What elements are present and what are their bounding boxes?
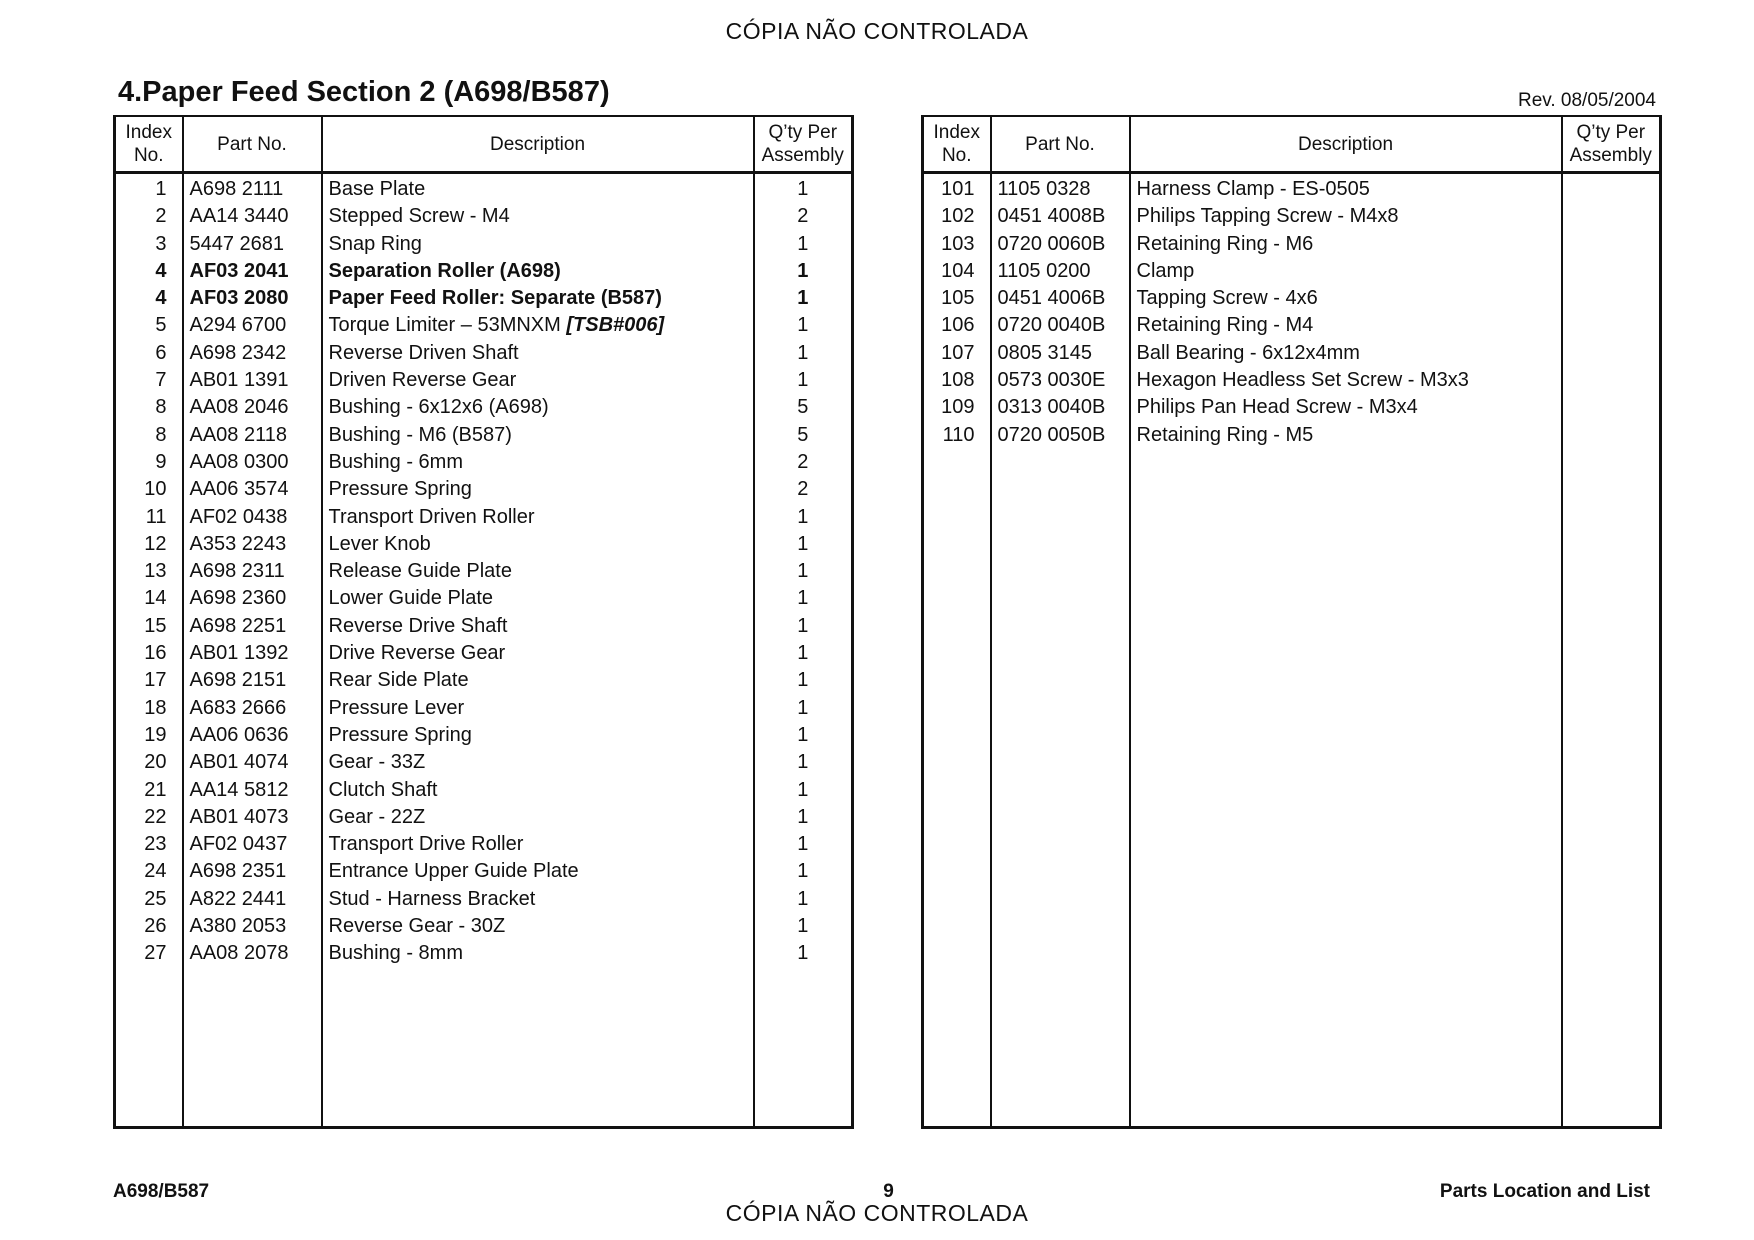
- quantity-cell: [1562, 231, 1661, 258]
- table-row: [115, 585, 853, 612]
- quantity-cell: [1562, 340, 1661, 367]
- description-cell: Harness Clamp - ES-0505: [1130, 173, 1562, 204]
- index-cell: 17: [115, 667, 183, 694]
- description-cell: Snap Ring: [322, 231, 754, 258]
- table-row: [115, 394, 853, 421]
- table-row: [115, 886, 853, 913]
- index-cell: 8: [115, 422, 183, 449]
- part-number-cell: AB01 4074: [183, 749, 322, 776]
- quantity-cell: [1562, 422, 1661, 449]
- description-cell: Retaining Ring - M5: [1130, 422, 1562, 449]
- description-cell: Hexagon Headless Set Screw - M3x3: [1130, 367, 1562, 394]
- quantity-cell: 2: [754, 203, 853, 230]
- table-row: [923, 285, 1661, 312]
- footer-section-name: Parts Location and List: [1439, 1181, 1650, 1202]
- part-number-cell: A698 2351: [183, 858, 322, 885]
- quantity-cell: 1: [754, 231, 853, 258]
- description-cell: Paper Feed Roller: Separate (B587): [322, 285, 754, 312]
- column-header-part-no: Part No.: [991, 116, 1130, 173]
- quantity-cell: [1562, 367, 1661, 394]
- table-row: [115, 504, 853, 531]
- description-cell: Transport Driven Roller: [322, 504, 754, 531]
- part-number-cell: 0451 4006B: [991, 285, 1130, 312]
- part-number-cell: A698 2360: [183, 585, 322, 612]
- part-number-cell: 0720 0060B: [991, 231, 1130, 258]
- index-cell: 3: [115, 231, 183, 258]
- description-cell: Pressure Lever: [322, 695, 754, 722]
- table-row: [115, 449, 853, 476]
- part-number-cell: AF02 0437: [183, 831, 322, 858]
- index-cell: 25: [115, 886, 183, 913]
- table-row: [923, 203, 1661, 230]
- index-cell: 107: [923, 340, 991, 367]
- table-row: [115, 831, 853, 858]
- index-cell: 12: [115, 531, 183, 558]
- index-cell: 106: [923, 312, 991, 339]
- description-cell: Lever Knob: [322, 531, 754, 558]
- part-number-cell: A822 2441: [183, 886, 322, 913]
- description-cell: Bushing - 8mm: [322, 940, 754, 967]
- quantity-cell: 1: [754, 504, 853, 531]
- quantity-cell: 1: [754, 913, 853, 940]
- description-cell: Bushing - M6 (B587): [322, 422, 754, 449]
- description-cell: Tapping Screw - 4x6: [1130, 285, 1562, 312]
- part-number-cell: A698 2311: [183, 558, 322, 585]
- table-row: [115, 312, 853, 339]
- part-number-cell: AB01 1392: [183, 640, 322, 667]
- description-cell: Drive Reverse Gear: [322, 640, 754, 667]
- quantity-cell: [1562, 203, 1661, 230]
- part-number-cell: AA08 2118: [183, 422, 322, 449]
- table-row: [115, 422, 853, 449]
- description-cell: Retaining Ring - M4: [1130, 312, 1562, 339]
- quantity-cell: 1: [754, 695, 853, 722]
- description-cell: Pressure Spring: [322, 476, 754, 503]
- quantity-cell: 2: [754, 449, 853, 476]
- description-cell: Stud - Harness Bracket: [322, 886, 754, 913]
- part-number-cell: AA08 2078: [183, 940, 322, 967]
- tsb-reference: [TSB#006]: [566, 314, 665, 337]
- description-cell: Reverse Gear - 30Z: [322, 913, 754, 940]
- index-cell: 110: [923, 422, 991, 449]
- part-number-cell: 0805 3145: [991, 340, 1130, 367]
- footer-page-number: 9: [883, 1181, 894, 1202]
- table-row: [115, 476, 853, 503]
- part-number-cell: A294 6700: [183, 312, 322, 339]
- description-cell: Gear - 33Z: [322, 749, 754, 776]
- quantity-cell: 1: [754, 340, 853, 367]
- description-cell: Release Guide Plate: [322, 558, 754, 585]
- quantity-cell: [1562, 394, 1661, 421]
- description-cell: Pressure Spring: [322, 722, 754, 749]
- table-header-row: [923, 116, 1661, 173]
- description-cell: Torque Limiter – 53MNXM [TSB#006]: [322, 312, 754, 339]
- table-row: [923, 312, 1661, 339]
- quantity-cell: 1: [754, 285, 853, 312]
- description-cell: Gear - 22Z: [322, 804, 754, 831]
- index-cell: 18: [115, 695, 183, 722]
- index-cell: 109: [923, 394, 991, 421]
- description-cell: Ball Bearing - 6x12x4mm: [1130, 340, 1562, 367]
- index-cell: 9: [115, 449, 183, 476]
- column-header-qty: Q’ty Per Assembly: [754, 116, 853, 173]
- part-number-cell: A353 2243: [183, 531, 322, 558]
- footer-model: A698/B587: [113, 1181, 210, 1202]
- description-cell: Philips Pan Head Screw - M3x4: [1130, 394, 1562, 421]
- quantity-cell: [1562, 173, 1661, 204]
- part-number-cell: AA08 0300: [183, 449, 322, 476]
- index-cell: 13: [115, 558, 183, 585]
- column-header-description: Description: [1130, 116, 1562, 173]
- index-cell: 4: [115, 285, 183, 312]
- uncontrolled-copy-stamp-top: CÓPIA NÃO CONTROLADA: [725, 18, 1029, 44]
- column-header-part-no: Part No.: [183, 116, 322, 173]
- index-cell: 8: [115, 394, 183, 421]
- table-row: [115, 258, 853, 285]
- description-cell: Reverse Drive Shaft: [322, 613, 754, 640]
- table-filler-row: [923, 449, 1661, 1128]
- part-number-cell: AA08 2046: [183, 394, 322, 421]
- table-row: [115, 913, 853, 940]
- part-number-cell: AA06 0636: [183, 722, 322, 749]
- part-number-cell: 0720 0050B: [991, 422, 1130, 449]
- table-row: [115, 231, 853, 258]
- quantity-cell: 1: [754, 831, 853, 858]
- part-number-cell: AA14 3440: [183, 203, 322, 230]
- index-cell: 104: [923, 258, 991, 285]
- index-cell: 10: [115, 476, 183, 503]
- index-cell: 1: [115, 173, 183, 204]
- description-cell: Stepped Screw - M4: [322, 203, 754, 230]
- index-cell: 105: [923, 285, 991, 312]
- description-cell: Lower Guide Plate: [322, 585, 754, 612]
- description-cell: Driven Reverse Gear: [322, 367, 754, 394]
- index-cell: 24: [115, 858, 183, 885]
- part-number-cell: A683 2666: [183, 695, 322, 722]
- quantity-cell: 1: [754, 367, 853, 394]
- index-cell: 7: [115, 367, 183, 394]
- quantity-cell: 2: [754, 476, 853, 503]
- table-row: [923, 173, 1661, 204]
- description-cell: Clamp: [1130, 258, 1562, 285]
- quantity-cell: 5: [754, 394, 853, 421]
- table-row: [115, 340, 853, 367]
- index-cell: 19: [115, 722, 183, 749]
- index-cell: 5: [115, 312, 183, 339]
- table-row: [115, 640, 853, 667]
- page-title: 4.Paper Feed Section 2 (A698/B587): [118, 76, 610, 108]
- description-cell: Retaining Ring - M6: [1130, 231, 1562, 258]
- quantity-cell: [1562, 258, 1661, 285]
- description-cell: Separation Roller (A698): [322, 258, 754, 285]
- part-number-cell: A380 2053: [183, 913, 322, 940]
- index-cell: 26: [115, 913, 183, 940]
- index-cell: 4: [115, 258, 183, 285]
- index-cell: 108: [923, 367, 991, 394]
- table-row: [115, 804, 853, 831]
- index-cell: 102: [923, 203, 991, 230]
- quantity-cell: 1: [754, 858, 853, 885]
- index-cell: 27: [115, 940, 183, 967]
- quantity-cell: 5: [754, 422, 853, 449]
- table-row: [115, 858, 853, 885]
- quantity-cell: 1: [754, 804, 853, 831]
- description-cell: Entrance Upper Guide Plate: [322, 858, 754, 885]
- table-row: [115, 613, 853, 640]
- quantity-cell: 1: [754, 940, 853, 967]
- index-cell: 14: [115, 585, 183, 612]
- part-number-cell: A698 2342: [183, 340, 322, 367]
- index-cell: 23: [115, 831, 183, 858]
- table-row: [115, 203, 853, 230]
- part-number-cell: 0451 4008B: [991, 203, 1130, 230]
- part-number-cell: A698 2151: [183, 667, 322, 694]
- column-header-qty: Q’ty Per Assembly: [1562, 116, 1661, 173]
- column-header-index: Index No.: [115, 116, 183, 173]
- table-row: [115, 285, 853, 312]
- index-cell: 2: [115, 203, 183, 230]
- quantity-cell: 1: [754, 613, 853, 640]
- part-number-cell: 1105 0200: [991, 258, 1130, 285]
- table-row: [115, 749, 853, 776]
- column-header-index: Index No.: [923, 116, 991, 173]
- index-cell: 16: [115, 640, 183, 667]
- table-row: [923, 394, 1661, 421]
- quantity-cell: [1562, 312, 1661, 339]
- table-filler-row: [115, 968, 853, 1128]
- table-row: [115, 695, 853, 722]
- table-row: [115, 722, 853, 749]
- part-number-cell: 0573 0030E: [991, 367, 1130, 394]
- table-row: [923, 340, 1661, 367]
- description-cell: Philips Tapping Screw - M4x8: [1130, 203, 1562, 230]
- description-cell: Transport Drive Roller: [322, 831, 754, 858]
- table-row: [923, 367, 1661, 394]
- index-cell: 103: [923, 231, 991, 258]
- quantity-cell: 1: [754, 777, 853, 804]
- part-number-cell: AB01 1391: [183, 367, 322, 394]
- quantity-cell: 1: [754, 258, 853, 285]
- table-row: [115, 173, 853, 204]
- index-cell: 101: [923, 173, 991, 204]
- part-number-cell: AA06 3574: [183, 476, 322, 503]
- table-row: [115, 558, 853, 585]
- quantity-cell: 1: [754, 173, 853, 204]
- index-cell: 11: [115, 504, 183, 531]
- column-header-description: Description: [322, 116, 754, 173]
- quantity-cell: 1: [754, 585, 853, 612]
- quantity-cell: 1: [754, 640, 853, 667]
- description-cell: Rear Side Plate: [322, 667, 754, 694]
- table-header-row: [115, 116, 853, 173]
- table-row: [115, 531, 853, 558]
- part-number-cell: AF03 2080: [183, 285, 322, 312]
- quantity-cell: 1: [754, 749, 853, 776]
- part-number-cell: 0313 0040B: [991, 394, 1130, 421]
- part-number-cell: AF02 0438: [183, 504, 322, 531]
- part-number-cell: 1105 0328: [991, 173, 1130, 204]
- part-number-cell: AF03 2041: [183, 258, 322, 285]
- part-number-cell: AB01 4073: [183, 804, 322, 831]
- quantity-cell: [1562, 285, 1661, 312]
- part-number-cell: A698 2111: [183, 173, 322, 204]
- table-row: [115, 667, 853, 694]
- index-cell: 21: [115, 777, 183, 804]
- quantity-cell: 1: [754, 667, 853, 694]
- index-cell: 15: [115, 613, 183, 640]
- table-row: [115, 940, 853, 967]
- description-cell: Bushing - 6mm: [322, 449, 754, 476]
- description-cell: Clutch Shaft: [322, 777, 754, 804]
- parts-table-right: [921, 115, 1662, 1129]
- part-number-cell: 5447 2681: [183, 231, 322, 258]
- uncontrolled-copy-stamp-bottom: CÓPIA NÃO CONTROLADA: [725, 1200, 1029, 1226]
- description-cell: Base Plate: [322, 173, 754, 204]
- table-row: [923, 422, 1661, 449]
- index-cell: 20: [115, 749, 183, 776]
- description-cell: Reverse Driven Shaft: [322, 340, 754, 367]
- quantity-cell: 1: [754, 531, 853, 558]
- table-row: [115, 367, 853, 394]
- quantity-cell: 1: [754, 722, 853, 749]
- parts-table-left: [113, 115, 854, 1129]
- quantity-cell: 1: [754, 312, 853, 339]
- part-number-cell: 0720 0040B: [991, 312, 1130, 339]
- table-row: [923, 231, 1661, 258]
- description-cell: Bushing - 6x12x6 (A698): [322, 394, 754, 421]
- part-number-cell: AA14 5812: [183, 777, 322, 804]
- quantity-cell: 1: [754, 558, 853, 585]
- quantity-cell: 1: [754, 886, 853, 913]
- revision-date: Rev. 08/05/2004: [1517, 90, 1656, 111]
- part-number-cell: A698 2251: [183, 613, 322, 640]
- index-cell: 22: [115, 804, 183, 831]
- table-row: [923, 258, 1661, 285]
- index-cell: 6: [115, 340, 183, 367]
- table-row: [115, 777, 853, 804]
